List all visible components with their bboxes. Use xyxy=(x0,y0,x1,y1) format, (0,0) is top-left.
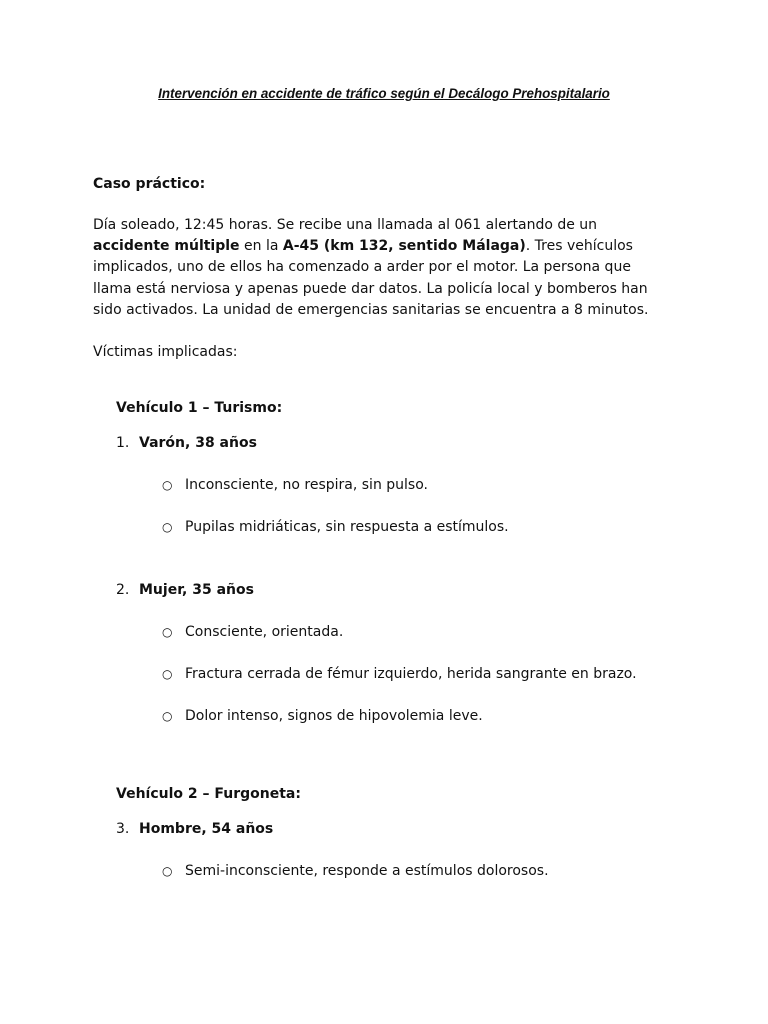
bullet-icon: ○ xyxy=(162,667,173,681)
document-title: Intervención en accidente de tráfico según el Decálogo Prehospitalario xyxy=(158,86,610,101)
victim-3-label: Hombre, 54 años xyxy=(139,821,274,837)
bullet-icon: ○ xyxy=(162,709,173,723)
bullet-icon: ○ xyxy=(162,864,173,878)
list-item: Pupilas midriáticas, sin respuesta a estímulos. xyxy=(185,519,509,535)
list-item: Fractura cerrada de fémur izquierdo, herida sangrante en brazo. xyxy=(185,666,637,682)
list-item: Dolor intenso, signos de hipovolemia leve. xyxy=(185,708,483,724)
list-item: Inconsciente, no respira, sin pulso. xyxy=(185,477,428,493)
vehicle-2-heading: Vehículo 2 – Furgoneta: xyxy=(116,786,301,802)
victims-heading: Víctimas implicadas: xyxy=(93,344,238,360)
list-item: Consciente, orientada. xyxy=(185,624,344,640)
para-bold-1: accidente múltiple xyxy=(93,238,240,255)
list-item: Semi-inconsciente, responde a estímulos dolorosos. xyxy=(185,863,549,879)
victim-2-label: Mujer, 35 años xyxy=(139,582,254,598)
bullet-icon: ○ xyxy=(162,520,173,534)
bullet-icon: ○ xyxy=(162,625,173,639)
case-paragraph xyxy=(93,215,673,321)
para-bold-2: A-45 (km 132, sentido Málaga) xyxy=(282,238,526,255)
bullet-icon: ○ xyxy=(162,478,173,492)
victim-3-number: 3. xyxy=(116,821,130,837)
victim-1-number: 1. xyxy=(116,435,130,451)
victim-2-number: 2. xyxy=(116,582,130,598)
vehicle-1-heading: Vehículo 1 – Turismo: xyxy=(116,400,283,416)
case-heading: Caso práctico: xyxy=(93,176,206,192)
para-text-1: Día soleado, 12:45 horas. Se recibe una llamada al 061 alertando de un xyxy=(93,217,598,233)
victim-1-label: Varón, 38 años xyxy=(139,435,257,451)
para-text-3: . Tres vehículos implicados, uno de ellos ha comenzado a arder por el motor. La persona que llama está nerviosa y apenas puede dar datos. La policía local y bomberos han sido activados. La unidad de emergencias sanitarias se encuentra a 8 minutos. xyxy=(93,238,649,318)
para-text-2: en la xyxy=(239,238,283,255)
